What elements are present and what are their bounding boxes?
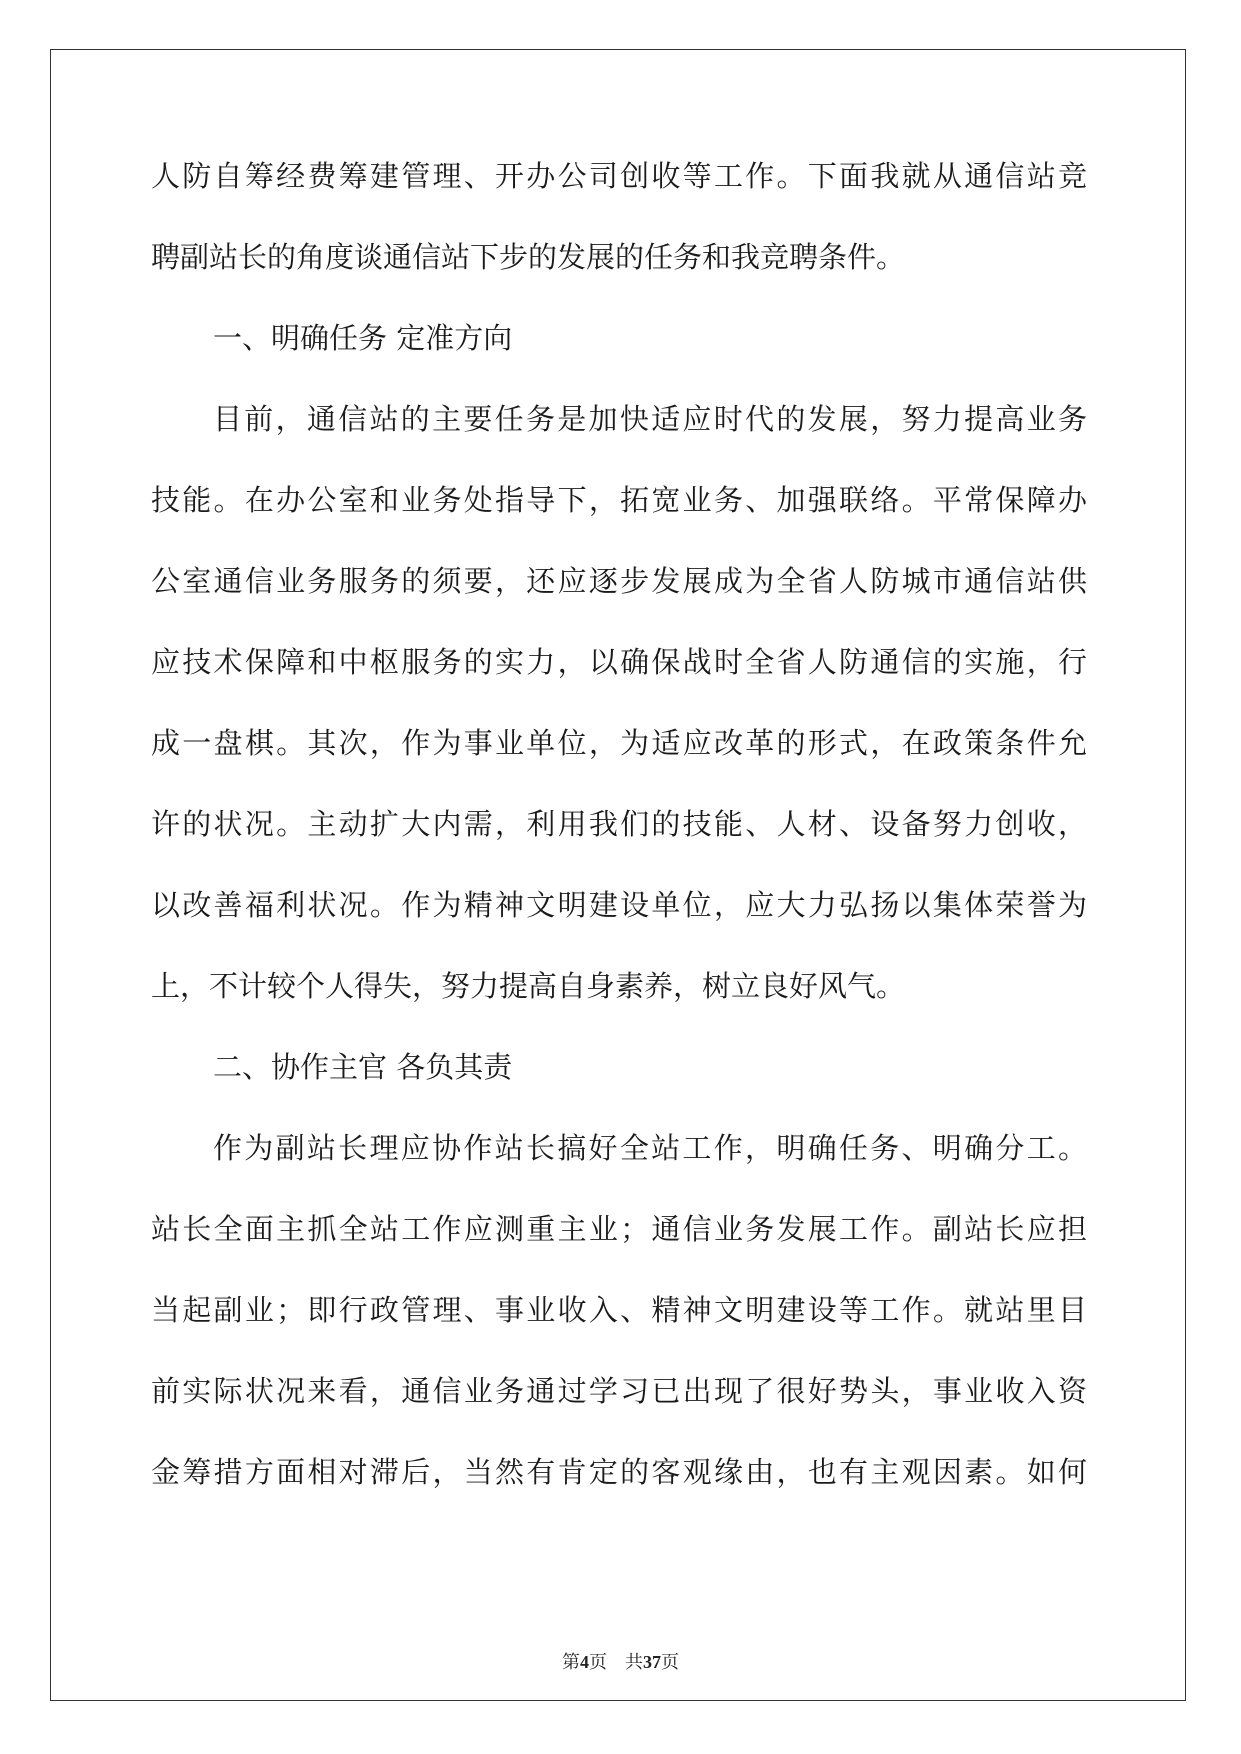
text-line: 公室通信业务服务的须要，还应逐步发展成为全省人防城市通信站供: [151, 564, 1087, 598]
text-line: 许的状况。主动扩大内需，利用我们的技能、人材、设备努力创收，: [151, 807, 1087, 841]
page-footer: [0, 1648, 1241, 1674]
footer-page-suffix: 页: [589, 1652, 607, 1672]
footer-page-number: 4: [580, 1652, 589, 1672]
text-line: 金筹措方面相对滞后，当然有肯定的客观缘由，也有主观因素。如何: [151, 1455, 1087, 1489]
text-line: 前实际状况来看，通信业务通过学习已出现了很好势头，事业收入资: [151, 1374, 1087, 1408]
text-line: 以改善福利状况。作为精神文明建设单位，应大力弘扬以集体荣誉为: [151, 888, 1087, 922]
text-line: 当起副业；即行政管理、事业收入、精神文明建设等工作。就站里目: [151, 1293, 1087, 1327]
text-line: 站长全面主抓全站工作应测重主业；通信业务发展工作。副站长应担: [151, 1212, 1087, 1246]
text-line: 上，不计较个人得失，努力提高自身素养，树立良好风气。: [151, 969, 906, 1003]
text-line: 目前，通信站的主要任务是加快适应时代的发展，努力提高业务: [213, 402, 1087, 436]
document-body: [151, 159, 1087, 1539]
section-heading: 二、协作主官 各负其责: [213, 1050, 513, 1084]
text-line: 应技术保障和中枢服务的实力，以确保战时全省人防通信的实施，行: [151, 645, 1087, 679]
text-line: 技能。在办公室和业务处指导下，拓宽业务、加强联络。平常保障办: [151, 483, 1087, 517]
text-line: 人防自筹经费筹建管理、开办公司创收等工作。下面我就从通信站竞: [151, 159, 1087, 193]
text-line: 聘副站长的角度谈通信站下步的发展的任务和我竞聘条件。: [151, 240, 906, 274]
text-line: 成一盘棋。其次，作为事业单位，为适应改革的形式，在政策条件允: [151, 726, 1087, 760]
section-heading: 一、明确任务 定准方向: [213, 321, 513, 355]
text-line: 作为副站长理应协作站长搞好全站工作，明确任务、明确分工。: [213, 1131, 1087, 1165]
footer-total-prefix: 共: [625, 1652, 643, 1672]
footer-total-pages: 37: [643, 1652, 661, 1672]
footer-total-suffix: 页: [661, 1652, 679, 1672]
footer-prefix: 第: [562, 1652, 580, 1672]
